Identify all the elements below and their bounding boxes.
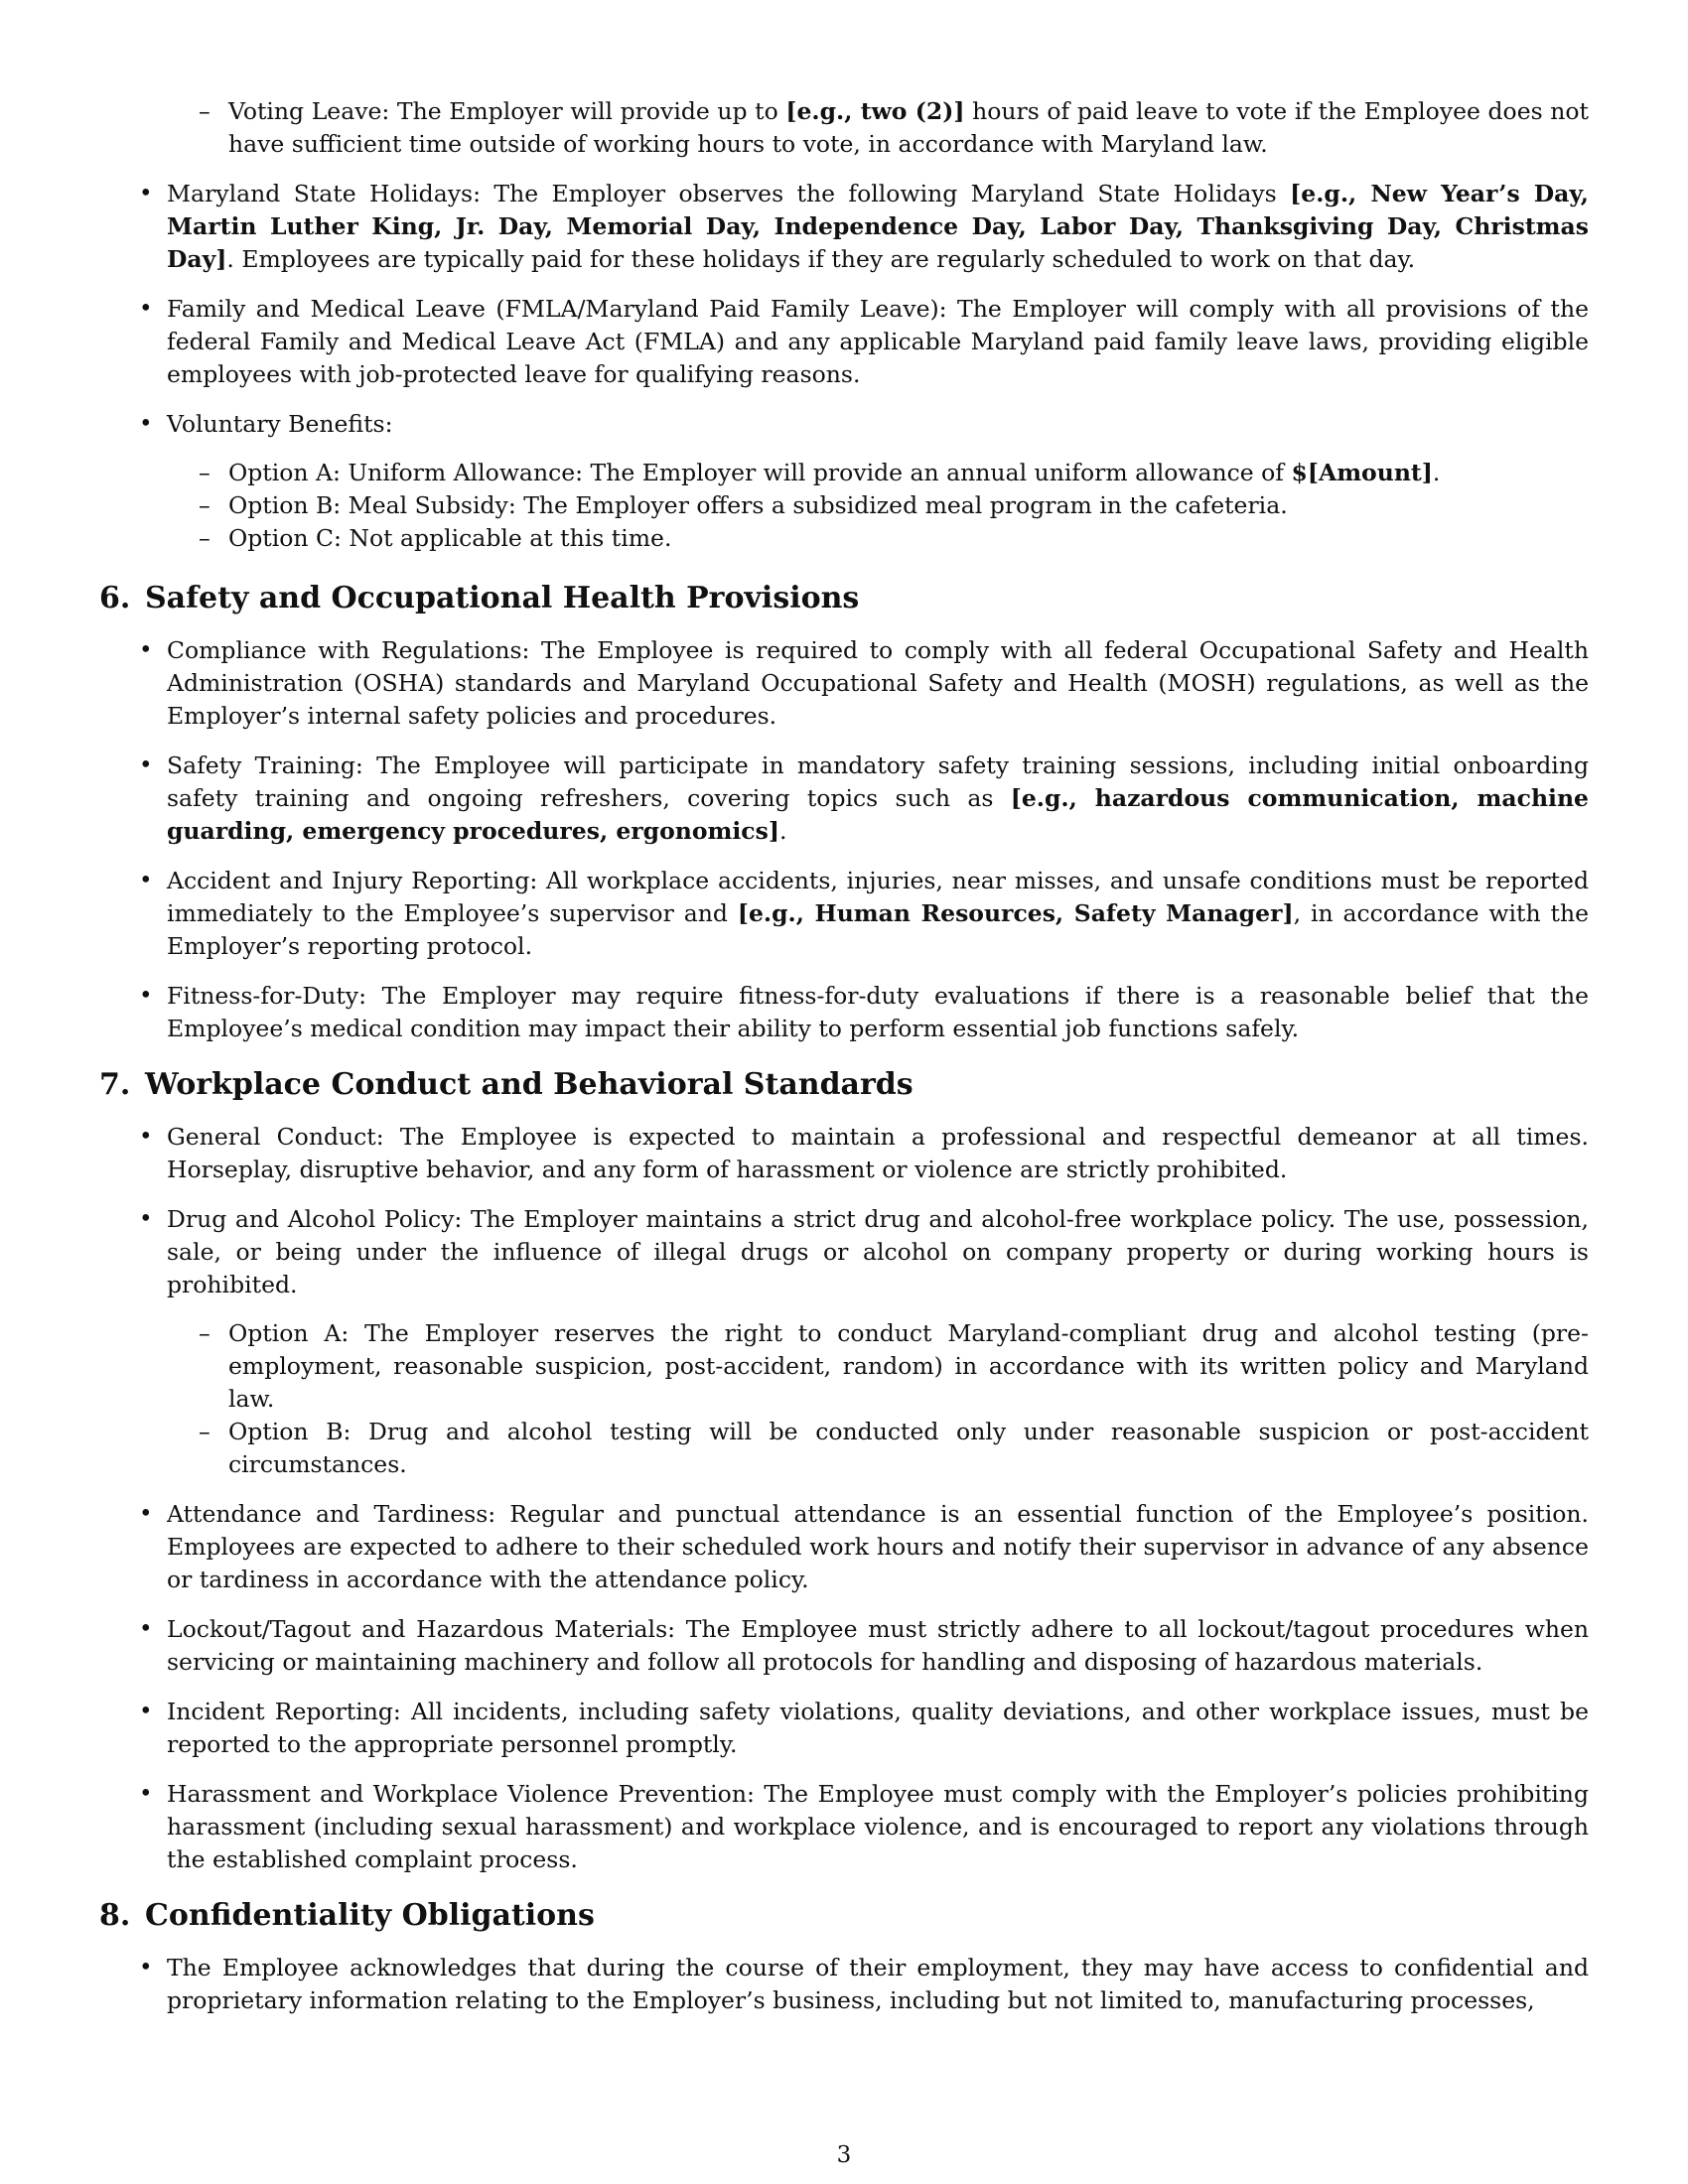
- section7-heading: 7. Workplace Conduct and Behavioral Standards: [99, 1067, 914, 1102]
- list-item-compliance: • Compliance with Regulations: The Employee is required to comply with all federal Occupational Safety and Health Administration (OSHA) standards and Maryland Occupational Safety and Health (MOSH) regulations, as well as the Employer’s internal safety policies and procedures.: [99, 634, 1589, 733]
- option-b-meal: – Option B: Meal Subsidy: The Employer offers a subsidized meal program in the cafeteria.: [167, 489, 1589, 522]
- voluntary-options-list: [167, 457, 1589, 555]
- list-item-holidays: • Maryland State Holidays: The Employer observes the following Maryland State Holidays [e.g., New Year’s Day, Martin Luther King, Jr. Day, Memorial Day, Independence Day, Labor Day, Thanksgiving Day, Christmas Day]. Employees are typically paid for these holidays if they are regularly scheduled to work on that day.: [99, 178, 1589, 276]
- section7-list: [99, 1121, 1589, 1876]
- list-item-fmla: • Family and Medical Leave (FMLA/Maryland Paid Family Leave): The Employer will comply with all provisions of the federal Family and Medical Leave Act (FMLA) and any applicable Maryland paid family leave laws, providing eligible employees with job-protected leave for qualifying reasons.: [99, 293, 1589, 391]
- list-item-fitness-for-duty: • Fitness-for-Duty: The Employer may require fitness-for-duty evaluations if there is a reasonable belief that the Employee’s medical condition may impact their ability to perform essential job functions safely.: [99, 980, 1589, 1045]
- voting-leave-item: – Voting Leave: The Employer will provide up to [e.g., two (2)] hours of paid leave to vote if the Employee does not have sufficient time outside of working hours to vote, in accordance with Maryland law.: [167, 95, 1589, 161]
- training-placeholder: [e.g., hazardous communication, machine guarding, emergency procedures, ergonomics]: [167, 784, 1589, 845]
- voting-leave-placeholder: [e.g., two (2)]: [785, 97, 965, 125]
- drug-option-a: – Option A: The Employer reserves the right to conduct Maryland-compliant drug and alcohol testing (pre-employment, reasonable suspicion, post-accident, random) in accordance with its written policy and Maryland law.: [167, 1317, 1589, 1416]
- reporting-placeholder: [e.g., Human Resources, Safety Manager]: [737, 899, 1294, 927]
- list-item-safety-training: • Safety Training: The Employee will participate in mandatory safety training sessions, including initial onboarding safety training and ongoing refreshers, covering topics such as [e.g., hazardous communication, machine guarding, emergency procedures, ergonomics].: [99, 750, 1589, 848]
- section6-list: [99, 634, 1589, 1045]
- list-item-harassment: • Harassment and Workplace Violence Prevention: The Employee must comply with the Employer’s policies prohibiting harassment (including sexual harassment) and workplace violence, and is encouraged to report any violations through the established complaint process.: [99, 1778, 1589, 1876]
- list-item-voluntary-benefits: • Voluntary Benefits: – Option A: Uniform Allowance: The Employer will provide an annual uniform allowance of $[Amount]. – Option B: Meal Subsidy: The Employer offers a subsidized meal program in the cafeteria. – Option C: Not applicable at this time.: [99, 408, 1589, 555]
- list-item-lockout-tagout: • Lockout/Tagout and Hazardous Materials: The Employee must strictly adhere to all lockout/tagout procedures when servicing or maintaining machinery and follow all protocols for handling and disposing of hazardous materials.: [99, 1613, 1589, 1679]
- holidays-placeholder: [e.g., New Year’s Day, Martin Luther King, Jr. Day, Memorial Day, Independence Day, Labor Day, Thanksgiving Day, Christmas Day]: [167, 180, 1589, 273]
- list-item-general-conduct: • General Conduct: The Employee is expected to maintain a professional and respectful demeanor at all times. Horseplay, disruptive behavior, and any form of harassment or violence are strictly prohibited.: [99, 1121, 1589, 1186]
- page-number: 3: [836, 2142, 852, 2168]
- page-content: [99, 95, 1589, 2034]
- voting-leave-list: [167, 95, 1589, 161]
- amount-placeholder: $[Amount]: [1291, 459, 1433, 486]
- option-a-uniform: – Option A: Uniform Allowance: The Employer will provide an annual uniform allowance of $[Amount].: [167, 457, 1589, 489]
- section8-heading: 8. Confidentiality Obligations: [99, 1898, 595, 1933]
- section6-heading: 6. Safety and Occupational Health Provisions: [99, 581, 860, 615]
- section8-list: [99, 1952, 1589, 2017]
- drug-options-list: [167, 1317, 1589, 1481]
- option-c-na: – Option C: Not applicable at this time.: [167, 522, 1589, 555]
- list-item-accident-reporting: • Accident and Injury Reporting: All workplace accidents, injuries, near misses, and unsafe conditions must be reported immediately to the Employee’s supervisor and [e.g., Human Resources, Safety Manager], in accordance with the Employer’s reporting protocol.: [99, 865, 1589, 963]
- list-item-confidentiality-ack: • The Employee acknowledges that during the course of their employment, they may have access to confidential and proprietary information relating to the Employer’s business, including but not limited to, manufacturing processes,: [99, 1952, 1589, 2017]
- list-item-attendance: • Attendance and Tardiness: Regular and punctual attendance is an essential function of the Employee’s position. Employees are expected to adhere to their scheduled work hours and notify their supervisor in advance of any absence or tardiness in accordance with the attendance policy.: [99, 1498, 1589, 1596]
- list-item-incident-reporting: • Incident Reporting: All incidents, including safety violations, quality deviations, and other workplace issues, must be reported to the appropriate personnel promptly.: [99, 1696, 1589, 1761]
- section5-list: [99, 178, 1589, 555]
- list-item-drug-alcohol: • Drug and Alcohol Policy: The Employer maintains a strict drug and alcohol-free workplace policy. The use, possession, sale, or being under the influence of illegal drugs or alcohol on company property or during working hours is prohibited. – Option A: The Employer reserves the right to conduct Maryland-compliant drug and alcohol testing (pre-employment, reasonable suspicion, post-accident, random) in accordance with its written policy and Maryland law. – Option B: Drug and alcohol testing will be conducted only under reasonable suspicion or post-accident circumstances.: [99, 1203, 1589, 1481]
- drug-option-b: – Option B: Drug and alcohol testing will be conducted only under reasonable suspicion or post-accident circumstances.: [167, 1416, 1589, 1481]
